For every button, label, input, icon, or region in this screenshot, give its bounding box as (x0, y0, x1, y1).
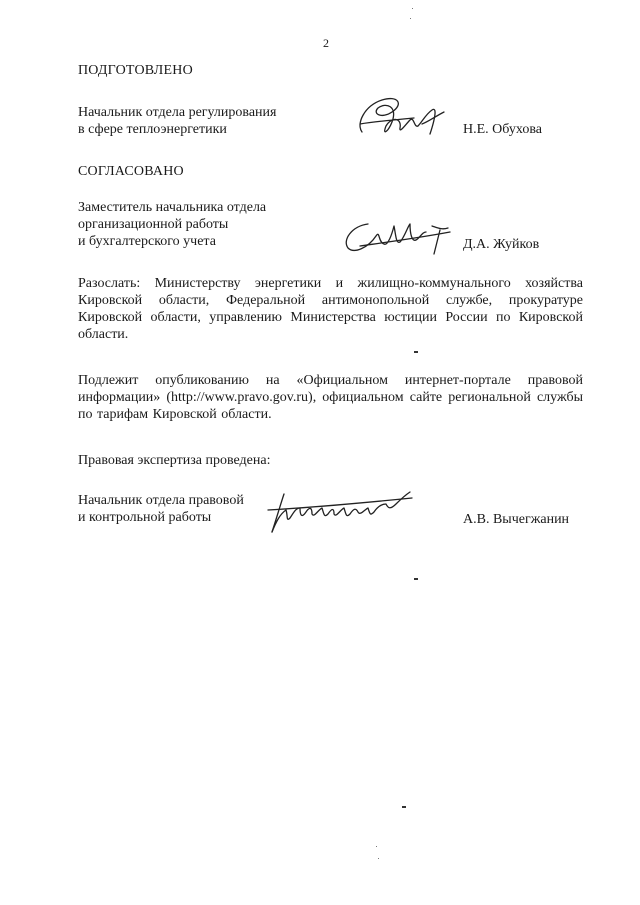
publication-notice: Подлежит опубликованию на «Официальном интернет-портале правовой информации» (http://www.pravo.gov.ru), официальном сайте региональной службы по тарифам Кировской области. (78, 373, 583, 422)
legal-review-name: А.В. Вычегжанин (463, 512, 570, 527)
prepared-position-line: Начальник отдела регулирования (78, 105, 277, 120)
signature-obukhova (352, 92, 456, 147)
distribution-list: Разослать: Министерству энергетики и жилищно-коммунального хозяйства Кировской области, Федеральной антимонопольной службе, прокуратуре Кировской области, управлению Министерства юстиции России по Кировской области. (78, 276, 583, 342)
signature-zhuikov (338, 212, 458, 265)
prepared-position-line: в сфере теплоэнергетики (78, 122, 227, 137)
prepared-position (78, 104, 276, 138)
scan-dot (410, 18, 411, 19)
prepared-heading: ПОДГОТОВЛЕНО (78, 63, 193, 78)
scan-speck (402, 806, 406, 808)
prepared-name: Н.Е. Обухова (463, 122, 542, 137)
legal-review-position-line: Начальник отдела правовой (78, 493, 244, 508)
scan-speck (414, 351, 418, 353)
signature-vychegzhanin (262, 486, 418, 541)
scan-speck (414, 578, 418, 580)
agreed-heading: СОГЛАСОВАНО (78, 164, 184, 179)
agreed-position (78, 199, 266, 250)
legal-review-position-line: и контрольной работы (78, 510, 212, 525)
agreed-position-line: и бухгалтерского учета (78, 234, 216, 249)
legal-review-position (78, 492, 244, 526)
scan-dot (412, 8, 413, 9)
agreed-position-line: организационной работы (78, 217, 229, 232)
scan-dot (376, 846, 377, 847)
agreed-position-line: Заместитель начальника отдела (78, 200, 267, 215)
agreed-name: Д.А. Жуйков (463, 237, 540, 252)
legal-review-statement: Правовая экспертиза проведена: (78, 453, 271, 468)
page-number: 2 (323, 36, 329, 50)
scan-dot (378, 858, 379, 859)
